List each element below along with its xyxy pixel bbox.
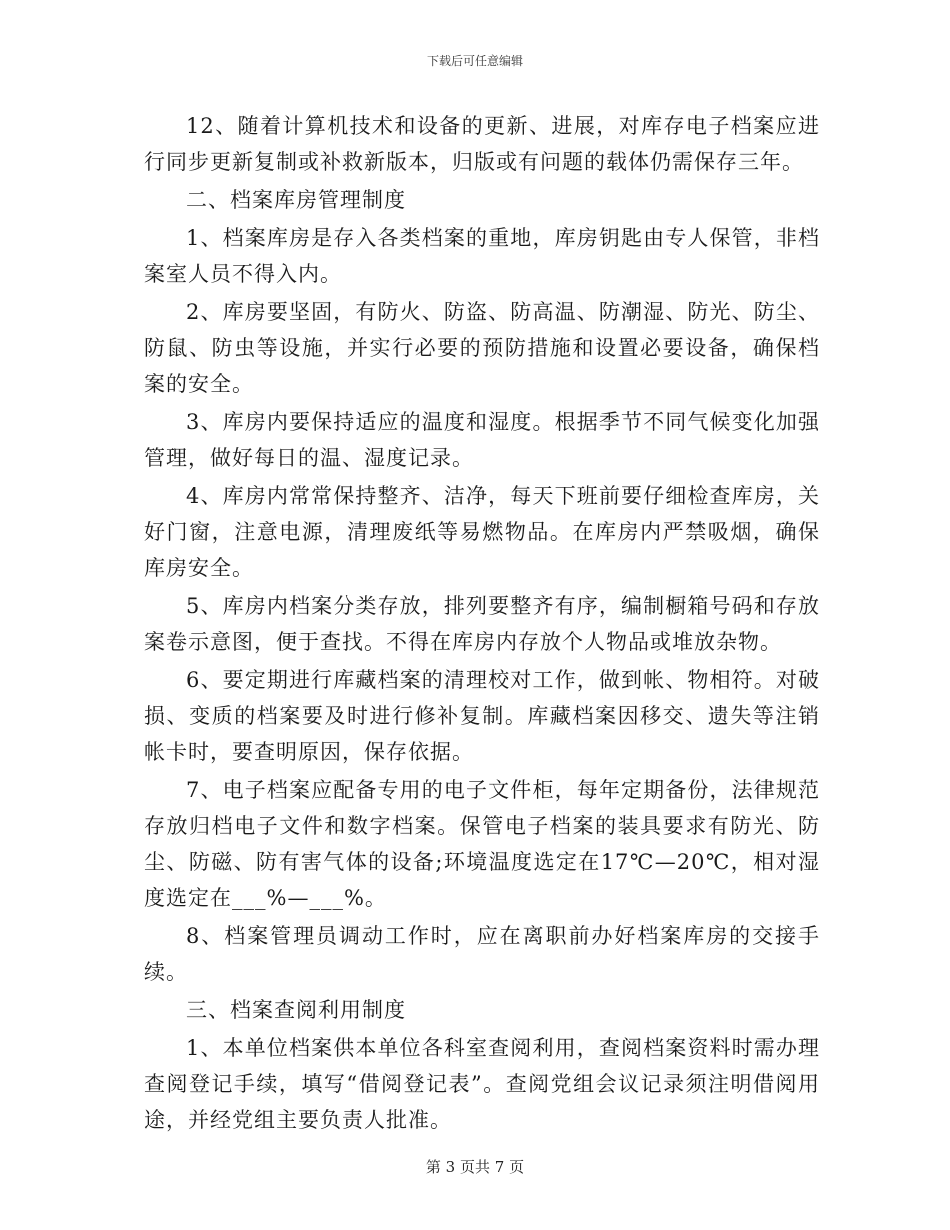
page-number: 第 3 页共 7 页 — [425, 1158, 525, 1176]
section-heading-3: 三、档案查阅利用制度 — [186, 998, 406, 1022]
paragraph-12: 12、随着计算机技术和设备的更新、进展，对库存电子档案应进行同步更新复制或补救新版本，归版或有问题的载体仍需保存三年。 — [144, 114, 820, 174]
paragraph-5: 5、库房内档案分类存放，排列要整齐有序，编制橱箱号码和存放案卷示意图，便于查找。不得在库房内存放个人物品或堆放杂物。 — [144, 594, 820, 654]
paragraph-4: 4、库房内常常保持整齐、洁净，每天下班前要仔细检查库房，关好门窗，注意电源，清理废纸等易燃物品。在库房内严禁吸烟，确保库房安全。 — [144, 484, 820, 580]
paragraph-2: 2、库房要坚固，有防火、防盗、防高温、防潮湿、防光、防尘、防鼠、防虫等设施，并实行必要的预防措施和设置必要设备，确保档案的安全。 — [144, 300, 820, 396]
paragraph-1: 1、档案库房是存入各类档案的重地，库房钥匙由专人保管，非档案室人员不得入内。 — [144, 226, 820, 286]
page-header: 下载后可任意编辑 — [426, 54, 523, 68]
paragraph-query-1: 1、本单位档案供本单位各科室查阅利用，查阅档案资料时需办理查阅登记手续，填写“借阅登记表”。查阅党组会议记录须注明借阅用途，并经党组主要负责人批准。 — [144, 1036, 820, 1132]
paragraph-7: 7、电子档案应配备专用的电子文件柜，每年定期备份，法律规范存放归档电子文件和数字档案。保管电子档案的装具要求有防光、防尘、防磁、防有害气体的设备;环境温度选定在17℃—20℃，相对湿度选定在___%—___%。 — [144, 778, 820, 910]
section-heading-2: 二、档案库房管理制度 — [186, 188, 406, 212]
paragraph-3: 3、库房内要保持适应的温度和湿度。根据季节不同气候变化加强管理，做好每日的温、湿度记录。 — [144, 410, 820, 470]
document-body — [144, 108, 820, 1140]
paragraph-6: 6、要定期进行库藏档案的清理校对工作，做到帐、物相符。对破损、变质的档案要及时进行修补复制。库藏档案因移交、遗失等注销帐卡时，要查明原因，保存依据。 — [144, 668, 820, 764]
paragraph-8: 8、档案管理员调动工作时，应在离职前办好档案库房的交接手续。 — [144, 924, 820, 984]
